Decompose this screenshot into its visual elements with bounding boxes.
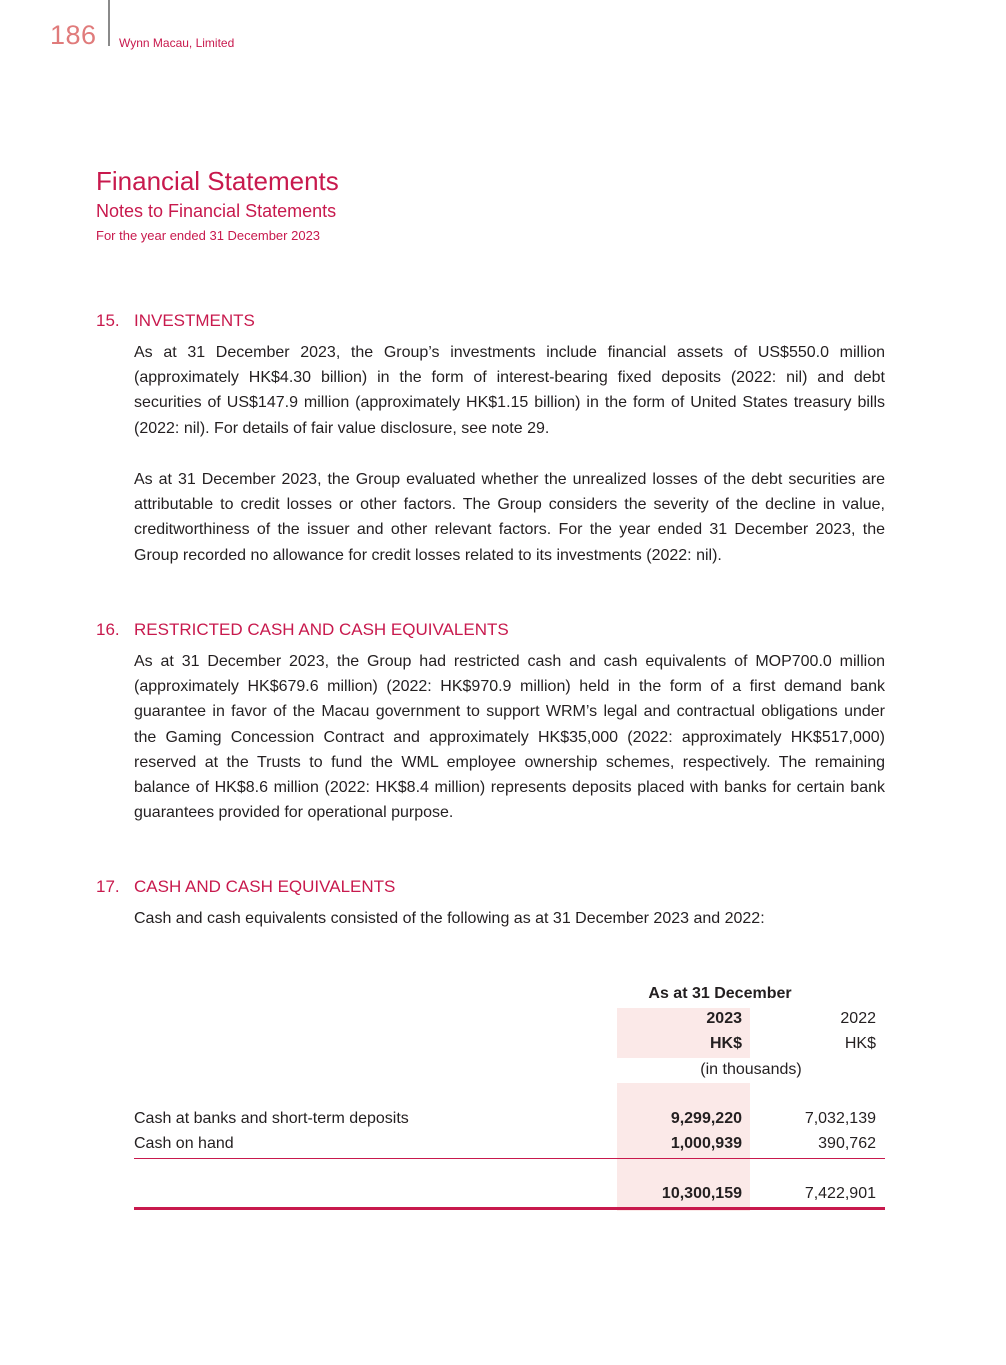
section-heading-restricted-cash [96, 620, 509, 640]
section-heading-cash [96, 877, 395, 897]
column-currency-2022: HK$ [844, 1035, 876, 1052]
section-title: INVESTMENTS [134, 311, 255, 330]
row-value-2022: 7,032,139 [804, 1110, 876, 1127]
column-currency-2023: HK$ [709, 1035, 742, 1052]
row-label: Cash on hand [134, 1135, 234, 1152]
section-title: CASH AND CASH EQUIVALENTS [134, 877, 396, 896]
row-label: Cash at banks and short-term deposits [134, 1110, 409, 1127]
company-name: Wynn Macau, Limited [119, 36, 235, 50]
restricted-cash-paragraph: As at 31 December 2023, the Group had restricted cash and cash equivalents of MOP700.0 million (approximately HK$679.6 million) (2022: HK$970.9 million) held in the form of a first demand bank guarantee in favor of the Macau government to support WRM’s legal and contractual obligations under the Gaming Concession Contract and approximately HK$35,000 (2022: approximately HK$517,000) reserved at the Trusts to fund the WML employee ownership schemes, respectively. The remaining balance of HK$8.6 million (2022: HK$8.4 million) represents deposits placed with banks for certain bank guarantees provided for operational purpose. [134, 653, 885, 822]
investments-paragraph-1: As at 31 December 2023, the Group’s investments include financial assets of US$550.0 million (approximately HK$4.30 billion) in the form of interest-bearing fixed deposits (2022: nil) and debt securities of US$147.9 million (approximately HK$1.15 billion) in the form of United States treasury bills (2022: nil). For details of fair value disclosure, see note 29. [134, 344, 885, 437]
table-group-header: As at 31 December [648, 985, 792, 1002]
row-value-2022: 390,762 [818, 1135, 876, 1152]
table-unit: (in thousands) [700, 1061, 802, 1078]
section-number: 15. [96, 311, 120, 330]
cash-intro-paragraph: Cash and cash equivalents consisted of the following as at 31 December 2023 and 2022: [134, 910, 765, 927]
total-value-2022: 7,422,901 [804, 1185, 876, 1202]
investments-paragraph-2: As at 31 December 2023, the Group evaluated whether the unrealized losses of the debt securities are attributable to credit losses or other factors. The Group considers the severity of the decline in value, creditworthiness of the issuer and other relevant factors. For the year ended 31 December 2023, the Group recorded no allowance for credit losses related to its investments (2022: nil). [134, 471, 885, 564]
subtotal-rule [134, 1158, 885, 1159]
row-value-2023: 9,299,220 [670, 1110, 742, 1127]
reporting-period: For the year ended 31 December 2023 [96, 228, 321, 243]
header-divider [108, 0, 110, 46]
row-value-2023: 1,000,939 [670, 1135, 742, 1152]
page-title: Financial Statements [96, 166, 339, 196]
section-title: RESTRICTED CASH AND CASH EQUIVALENTS [134, 620, 509, 639]
section-number: 16. [96, 620, 120, 639]
page-subtitle: Notes to Financial Statements [96, 201, 337, 221]
total-value-2023: 10,300,159 [661, 1185, 742, 1202]
page-number: 186 [50, 20, 97, 50]
section-heading-investments [96, 311, 255, 331]
column-year-2022: 2022 [840, 1010, 876, 1027]
column-year-2023: 2023 [706, 1010, 742, 1027]
section-number: 17. [96, 877, 120, 896]
total-rule [134, 1207, 885, 1210]
